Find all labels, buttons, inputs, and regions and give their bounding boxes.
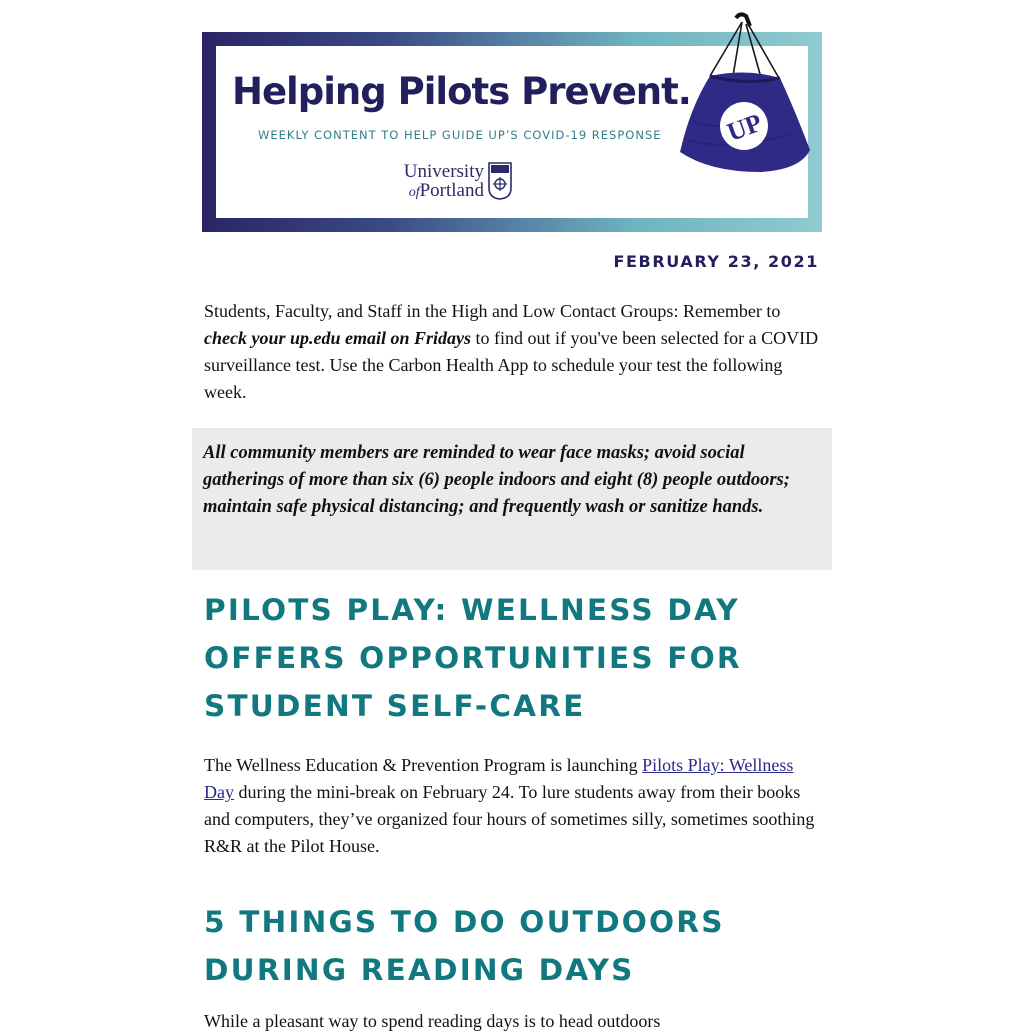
article1-text-after: during the mini-break on February 24. To lure students away from their books and computers, they’ve organized four hours of sometimes silly, sometimes soothing R&R at the Pilot House. [204,782,815,856]
issue-date: FEBRUARY 23, 2021 [613,252,819,271]
intro-text-before: Students, Faculty, and Staff in the High and Low Contact Groups: Remember to [204,301,781,321]
logo-line1: University [403,161,484,182]
intro-emphasis: check your up.edu email on Fridays [204,328,472,348]
pilots-play-link[interactable]: Pilots Play: Wellness Day [204,755,794,802]
face-mask-bag-image [670,12,820,182]
bag-logo-text: UP [723,107,766,147]
banner-subtitle: WEEKLY CONTENT TO HELP GUIDE UP’S COVID-19 RESPONSE [258,128,662,142]
safety-notice-box [192,428,832,570]
logo-text [384,162,484,202]
logo-of: of [408,185,420,200]
article-paragraph-wellness-day [204,752,824,860]
banner-title: Helping Pilots Prevent. [232,70,691,113]
article1-text-before: The Wellness Education & Prevention Program is launching [204,755,643,775]
intro-paragraph [204,298,824,406]
header-banner [202,32,822,232]
article-heading-wellness-day: PILOTS PLAY: WELLNESS DAY OFFERS OPPORTUNITIES FOR STUDENT SELF-CARE [204,593,742,723]
intro-text-after: to find out if you've been selected for a COVID surveillance test. Use the Carbon Health App to schedule your test the following week. [204,328,819,402]
article-paragraph-outdoors: While a pleasant way to spend reading days is to head outdoors [204,1011,661,1031]
crest-icon [488,162,512,200]
logo-portland: Portland [419,180,484,201]
logo-line2 [384,181,484,202]
safety-notice-text: All community members are reminded to wear face masks; avoid social gatherings of more than six (6) people indoors and eight (8) people outdoors; maintain safe physical distancing; and frequently wash or sanitize hands. [203,443,790,517]
article-heading-outdoors: 5 THINGS TO DO OUTDOORS DURING READING DAYS [204,905,725,987]
